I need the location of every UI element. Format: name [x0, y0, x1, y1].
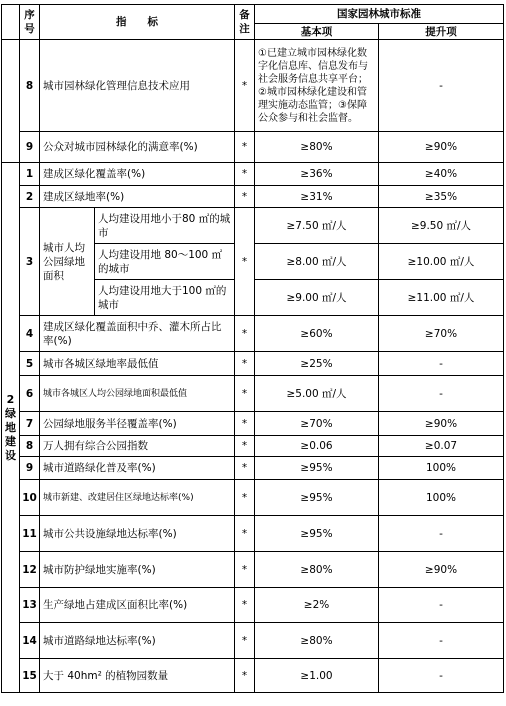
- row-remark: *: [235, 316, 255, 352]
- row-upgrade: ≥0.07: [379, 436, 504, 457]
- row-remark: *: [235, 457, 255, 480]
- row-upgrade: -: [379, 623, 504, 659]
- row-basic: ≥1.00: [255, 659, 379, 693]
- row-indicator: 公众对城市园林绿化的满意率(%): [40, 132, 235, 163]
- row-upgrade: 100%: [379, 480, 504, 516]
- row-remark: *: [235, 480, 255, 516]
- row-upgrade: -: [379, 352, 504, 376]
- row-remark: *: [235, 186, 255, 208]
- row-indicator: 城市道路绿化普及率(%): [40, 457, 235, 480]
- row-upgrade: ≥40%: [379, 163, 504, 186]
- row-indicator: 城市公共设施绿地达标率(%): [40, 516, 235, 552]
- row-upgrade: 100%: [379, 457, 504, 480]
- row-basic: ≥95%: [255, 457, 379, 480]
- row-remark: *: [235, 436, 255, 457]
- row-basic: ≥25%: [255, 352, 379, 376]
- header-basic: 基本项: [255, 24, 379, 40]
- row-basic: ≥8.00 ㎡/人: [255, 244, 379, 280]
- row-upgrade: -: [379, 40, 504, 132]
- row-upgrade: ≥10.00 ㎡/人: [379, 244, 504, 280]
- row-indicator: 生产绿地占建成区面积比率(%): [40, 588, 235, 623]
- row-remark: *: [235, 516, 255, 552]
- header-standard: 国家园林城市标准: [255, 5, 504, 24]
- row-number: 10: [20, 480, 40, 516]
- row-number: 12: [20, 552, 40, 588]
- row-upgrade: ≥70%: [379, 316, 504, 352]
- row-basic: ≥80%: [255, 623, 379, 659]
- row-upgrade: -: [379, 516, 504, 552]
- row-remark: *: [235, 352, 255, 376]
- park-subcategory: 人均建设用地大于100 ㎡的城市: [95, 280, 235, 316]
- row-upgrade: ≥90%: [379, 552, 504, 588]
- row-basic: ≥7.50 ㎡/人: [255, 208, 379, 244]
- row-indicator: 建成区绿化覆盖面积中乔、灌木所占比率(%): [40, 316, 235, 352]
- row-indicator: 公园绿地服务半径覆盖率(%): [40, 412, 235, 436]
- row-remark: *: [235, 552, 255, 588]
- row-indicator: 城市各城区绿地率最低值: [40, 352, 235, 376]
- row-upgrade: ≥35%: [379, 186, 504, 208]
- category-label: 绿地建设: [5, 406, 16, 462]
- park-subcategory: 人均建设用地小于80 ㎡的城市: [95, 208, 235, 244]
- header-upgrade: 提升项: [379, 24, 504, 40]
- row-indicator: 万人拥有综合公园指数: [40, 436, 235, 457]
- row-number: 7: [20, 412, 40, 436]
- row-basic: ≥9.00 ㎡/人: [255, 280, 379, 316]
- row-number: 5: [20, 352, 40, 376]
- row-basic: ≥80%: [255, 552, 379, 588]
- row-basic: ≥0.06: [255, 436, 379, 457]
- prev-category-cell: [2, 40, 20, 163]
- row-remark: *: [235, 623, 255, 659]
- park-subcategory: 人均建设用地 80～100 ㎡的城市: [95, 244, 235, 280]
- header-blank: [2, 5, 20, 40]
- row-basic: ≥5.00 ㎡/人: [255, 376, 379, 412]
- row-upgrade: ≥90%: [379, 412, 504, 436]
- row-number: 6: [20, 376, 40, 412]
- row-remark: *: [235, 163, 255, 186]
- row-indicator: 城市防护绿地实施率(%): [40, 552, 235, 588]
- row-indicator: 建成区绿化覆盖率(%): [40, 163, 235, 186]
- header-indicator: 指 标: [40, 5, 235, 40]
- category-number: 2: [6, 392, 15, 406]
- row-basic: ①已建立城市园林绿化数字化信息库、信息发布与社会服务信息共享平台；②城市园林绿化建设和管理实施动态监管；③保障公众参与和社会监督。: [255, 40, 379, 132]
- row-remark: *: [235, 588, 255, 623]
- row-indicator: 大于 40hm² 的植物园数量: [40, 659, 235, 693]
- row-number: 3: [20, 208, 40, 316]
- row-basic: ≥60%: [255, 316, 379, 352]
- row-number: 1: [20, 163, 40, 186]
- category-green-construction: [2, 163, 20, 693]
- standards-table: [1, 4, 504, 693]
- row-basic: ≥36%: [255, 163, 379, 186]
- row-remark: *: [235, 208, 255, 316]
- row-upgrade: -: [379, 659, 504, 693]
- row-remark: *: [235, 376, 255, 412]
- row-number: 15: [20, 659, 40, 693]
- row-number: 8: [20, 40, 40, 132]
- row-number: 9: [20, 132, 40, 163]
- row-number: 2: [20, 186, 40, 208]
- row-upgrade: -: [379, 376, 504, 412]
- header-remark: 备注: [235, 5, 255, 40]
- row-basic: ≥80%: [255, 132, 379, 163]
- row-number: 14: [20, 623, 40, 659]
- header-seq: 序号: [20, 5, 40, 40]
- row-basic: ≥95%: [255, 516, 379, 552]
- row-basic: ≥31%: [255, 186, 379, 208]
- row-remark: *: [235, 412, 255, 436]
- row-basic: ≥2%: [255, 588, 379, 623]
- row-remark: *: [235, 659, 255, 693]
- row-upgrade: -: [379, 588, 504, 623]
- row-upgrade: ≥11.00 ㎡/人: [379, 280, 504, 316]
- row-indicator: 建成区绿地率(%): [40, 186, 235, 208]
- row-number: 8: [20, 436, 40, 457]
- row-number: 4: [20, 316, 40, 352]
- row-upgrade: ≥90%: [379, 132, 504, 163]
- row-basic: ≥95%: [255, 480, 379, 516]
- row-indicator: 城市园林绿化管理信息技术应用: [40, 40, 235, 132]
- row-indicator: 城市各城区人均公园绿地面积最低值: [40, 376, 235, 412]
- row-indicator: 城市新建、改建居住区绿地达标率(%): [40, 480, 235, 516]
- row-basic: ≥70%: [255, 412, 379, 436]
- row-indicator: 城市道路绿地达标率(%): [40, 623, 235, 659]
- row-remark: *: [235, 132, 255, 163]
- row-remark: *: [235, 40, 255, 132]
- park-indicator: 城市人均公园绿地面积: [40, 208, 95, 316]
- row-number: 9: [20, 457, 40, 480]
- row-upgrade: ≥9.50 ㎡/人: [379, 208, 504, 244]
- row-number: 13: [20, 588, 40, 623]
- row-number: 11: [20, 516, 40, 552]
